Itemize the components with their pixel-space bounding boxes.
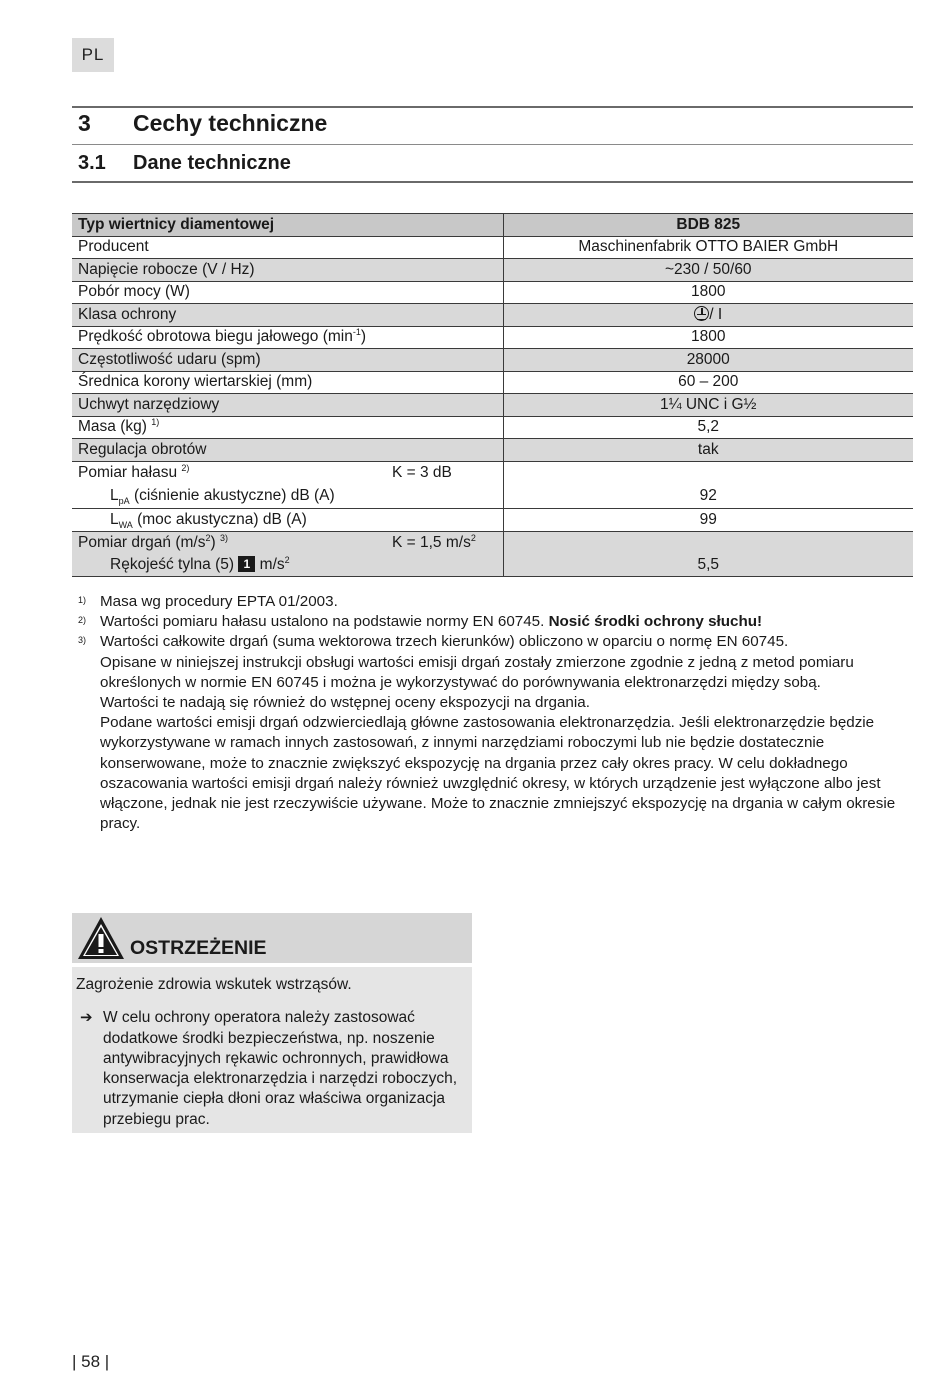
footnote-paragraph: Podane wartości emisji drgań odzwierciedlają główne zastosowania elektronarzędzia. Jeśli elektronarzędzie będzie wykorzystywane w ramach innych zastosowań, z innymi narzędziami roboczymi lub nie będzie dostatecznie konserwowane, może to znacznie zwiększyć ekspozycję na drgania przez cały okres pracy. W celu dokładnego oszacowania wartości emisji drgań należy również uwzględnić okresy, w których urządzenie jest wyłączone albo jest włączone, jednak nie jest rzeczywiście używane. Może to znacznie zmniejszyć ekspozycję na drgania w całym okresie pracy. bbox=[100, 714, 896, 833]
vibration-label-tail: ) bbox=[210, 533, 216, 551]
table-row bbox=[72, 281, 913, 304]
header-label: Typ wiertnicy diamentowej bbox=[72, 214, 503, 237]
row-value: Maschinenfabrik OTTO BAIER GmbH bbox=[503, 236, 913, 259]
language-badge: PL bbox=[72, 38, 114, 72]
vibration-k-sup: 2 bbox=[470, 532, 476, 543]
table-row bbox=[72, 394, 913, 417]
noise-lwa-row bbox=[72, 509, 913, 532]
warning-bullet bbox=[76, 1008, 466, 1130]
handle-value: 5,5 bbox=[503, 554, 913, 577]
footnote-text: Masa wg procedury EPTA 01/2003. bbox=[100, 593, 338, 610]
table-row bbox=[72, 349, 913, 372]
warning-header bbox=[72, 913, 472, 963]
warning-bullet-text: W celu ochrony operatora należy zastosować dodatkowe środki bezpieczeństwa, np. noszenie antywibracyjnych rękawic ochronnych, prawidłowa konserwacja elektronarzędzia i narzędzi roboczych, utrzymanie ciepła dłoni oraz właściwa organizacja przebiegu prac. bbox=[103, 1009, 458, 1128]
arrow-right-icon: ➔ bbox=[80, 1009, 93, 1027]
noise-label-sup: 2) bbox=[181, 462, 190, 473]
warning-title: OSTRZEŻENIE bbox=[130, 937, 267, 959]
row-value bbox=[503, 304, 913, 327]
lpa-value: 92 bbox=[503, 484, 913, 509]
lwa-text: (moc akustyczna) dB (A) bbox=[132, 510, 307, 528]
row-label: Regulacja obrotów bbox=[72, 439, 503, 462]
footnote-paragraph: Wartości te nadają się również do wstępnej oceny ekspozycji na drgania. bbox=[100, 694, 590, 712]
vibration-note-sup: 3) bbox=[219, 532, 228, 543]
row-value: ~230 / 50/60 bbox=[503, 259, 913, 282]
footnote-marker: 2) bbox=[78, 615, 87, 626]
header-value: BDB 825 bbox=[503, 214, 913, 237]
row-value: 28000 bbox=[503, 349, 913, 372]
noise-value-empty bbox=[503, 461, 913, 484]
section-number: 3.1 bbox=[78, 152, 106, 174]
footnote-text: Wartości całkowite drgań (suma wektorowa trzech kierunków) obliczono w oparciu o normę EN 60745. bbox=[100, 633, 789, 651]
row-value: 1800 bbox=[503, 281, 913, 304]
row-label-text: Prędkość obrotowa biegu jałowego (min bbox=[78, 328, 353, 346]
footnote-3 bbox=[78, 632, 914, 834]
table-row bbox=[72, 439, 913, 462]
table-row bbox=[72, 304, 913, 327]
row-value: 60 – 200 bbox=[503, 371, 913, 394]
section-title: Dane techniczne bbox=[133, 152, 291, 174]
protective-earth-icon bbox=[694, 306, 709, 321]
table-row bbox=[72, 416, 913, 439]
footnote-marker: 1) bbox=[78, 595, 87, 605]
protection-class-value: / I bbox=[709, 305, 723, 323]
row-label: Napięcie robocze (V / Hz) bbox=[72, 259, 503, 282]
header-rule-bottom bbox=[72, 181, 913, 183]
vibration-value-empty bbox=[503, 531, 913, 554]
noise-lpa-row bbox=[72, 484, 913, 509]
row-label bbox=[72, 326, 503, 349]
row-value: tak bbox=[503, 439, 913, 462]
footnote-text: Wartości pomiaru hałasu ustalono na podstawie normy EN 60745. bbox=[100, 613, 549, 631]
footnotes bbox=[78, 592, 914, 834]
row-label-sup: 1) bbox=[151, 417, 160, 428]
warning-triangle-icon bbox=[76, 915, 126, 961]
noise-label-text: Pomiar hałasu bbox=[78, 463, 178, 481]
footnote-marker: 3) bbox=[78, 635, 87, 646]
noise-row bbox=[72, 461, 913, 484]
vibration-unit-sup: 2 bbox=[205, 532, 211, 543]
footnote-bold-text: Nosić środki ochrony słuchu! bbox=[548, 613, 763, 631]
vibration-k-value bbox=[392, 534, 476, 552]
row-label: Średnica korony wiertarskiej (mm) bbox=[72, 371, 503, 394]
lpa-symbol: L bbox=[110, 486, 119, 504]
lwa-symbol: L bbox=[110, 510, 119, 528]
handle-text: Rękojeść tylna (5) bbox=[110, 555, 235, 573]
handle-label bbox=[72, 554, 503, 577]
header-rule-top bbox=[72, 106, 913, 108]
row-label-text: Masa (kg) bbox=[78, 418, 147, 436]
vibration-row bbox=[72, 531, 913, 554]
footnote-1 bbox=[78, 592, 914, 612]
table-row bbox=[72, 236, 913, 259]
table-header-row bbox=[72, 214, 913, 237]
footnote-2 bbox=[78, 612, 914, 632]
warning-box bbox=[72, 913, 472, 1133]
row-label: Pobór mocy (W) bbox=[72, 281, 503, 304]
row-label-sup: -1 bbox=[352, 327, 361, 338]
footnote-paragraph: Opisane w niniejszej instrukcji obsługi wartości emisji drgań zostały zmierzone zgodnie z jedną z metod pomiaru określonych w normie EN 60745 i można je wykorzystywać do porównywania elektronarzędzi między sobą. bbox=[100, 653, 854, 691]
warning-body bbox=[72, 967, 472, 1133]
technical-data-table bbox=[72, 213, 913, 577]
header-rule-middle bbox=[72, 144, 913, 145]
row-label: Uchwyt narzędziowy bbox=[72, 394, 503, 417]
row-label: Częstotliwość udaru (spm) bbox=[72, 349, 503, 372]
row-value: 5,2 bbox=[503, 416, 913, 439]
noise-k-value: K = 3 dB bbox=[392, 463, 452, 481]
row-label: Producent bbox=[72, 236, 503, 259]
row-value: 1800 bbox=[503, 326, 913, 349]
section-heading bbox=[78, 152, 291, 175]
table-row bbox=[72, 371, 913, 394]
vibration-label bbox=[72, 531, 503, 554]
table-row bbox=[72, 326, 913, 349]
warning-intro: Zagrożenie zdrowia wskutek wstrząsów. bbox=[76, 976, 352, 993]
vibration-handle-row bbox=[72, 554, 913, 577]
noise-label bbox=[72, 461, 503, 484]
vibration-k-text: K = 1,5 m/s bbox=[392, 533, 471, 551]
lwa-subscript: WA bbox=[118, 519, 133, 530]
lpa-text: (ciśnienie akustyczne) dB (A) bbox=[129, 486, 335, 504]
lpa-subscript: pA bbox=[118, 495, 130, 506]
row-label-tail: ) bbox=[360, 328, 367, 346]
handle-unit-sup: 2 bbox=[284, 554, 290, 565]
row-value: 1¼ UNC i G½ bbox=[503, 394, 913, 417]
handle-number-badge: 1 bbox=[238, 556, 255, 572]
page-number: | 58 | bbox=[72, 1352, 110, 1371]
vibration-label-text: Pomiar drgań (m/s bbox=[78, 533, 206, 551]
chapter-number: 3 bbox=[78, 110, 91, 136]
chapter-title: Cechy techniczne bbox=[133, 110, 328, 136]
chapter-heading bbox=[78, 110, 327, 137]
handle-unit: m/s bbox=[255, 555, 285, 573]
lwa-value: 99 bbox=[503, 509, 913, 532]
lpa-label bbox=[72, 484, 503, 509]
table-row bbox=[72, 259, 913, 282]
row-label: Klasa ochrony bbox=[72, 304, 503, 327]
lwa-label bbox=[72, 509, 503, 532]
row-label bbox=[72, 416, 503, 439]
